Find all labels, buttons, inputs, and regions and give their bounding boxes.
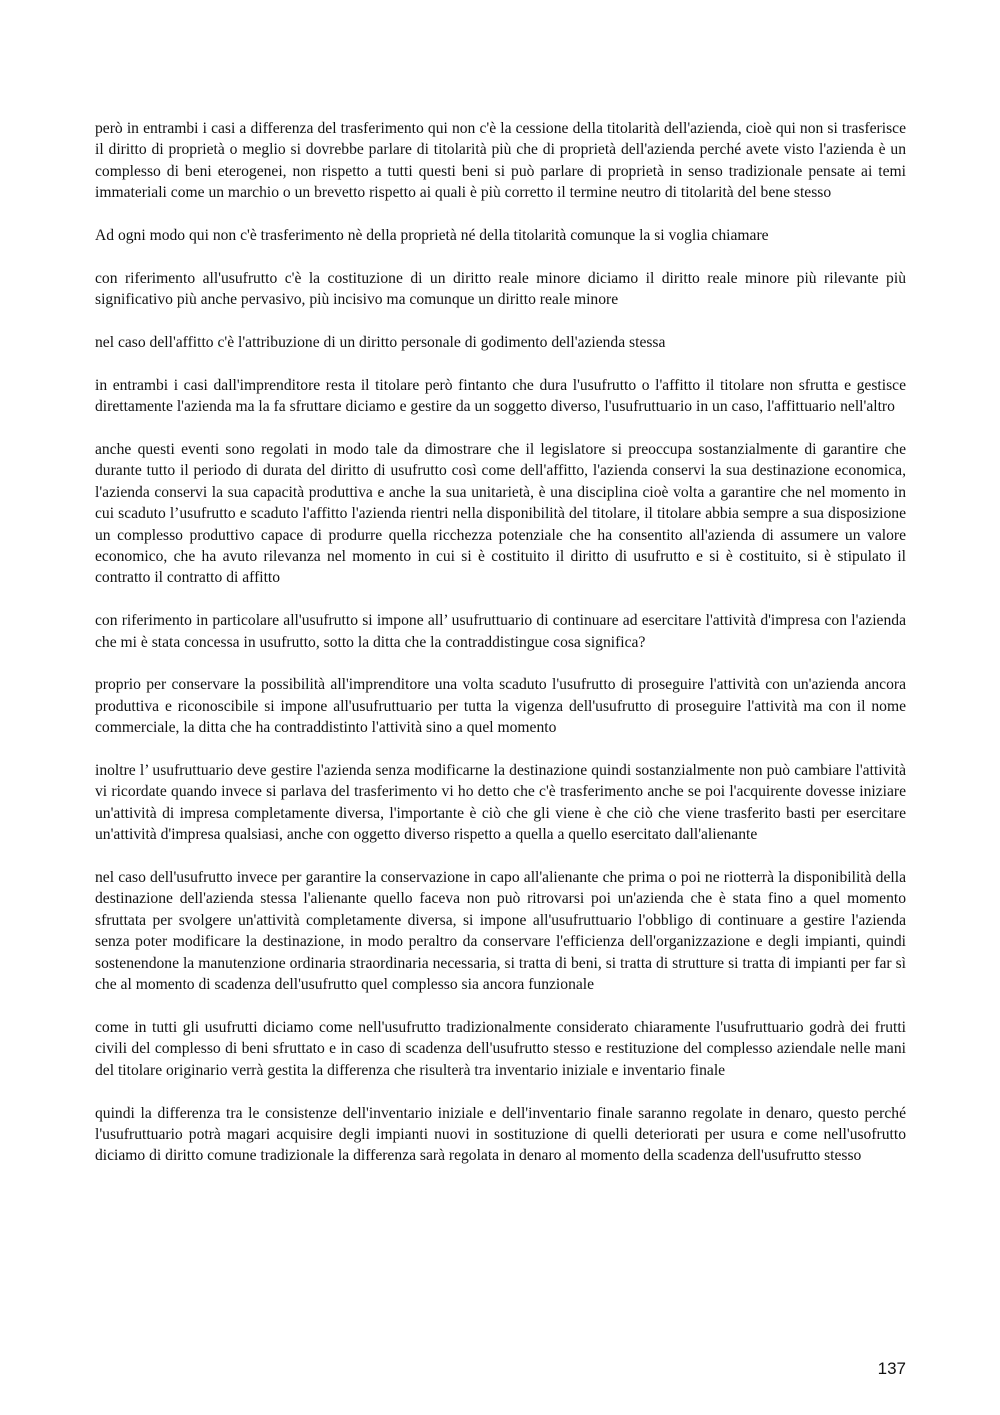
- paragraph: anche questi eventi sono regolati in modo tale da dimostrare che il legislatore si preoccupa sostanzialmente di garantire che durante tutto il periodo di durata del diritto di usufrutto così come dell'affitto, l'azienda conservi la sua destinazione economica, l'azienda conservi la sua capacità produttiva e anche la sua unitarietà, è una disciplina cioè volta a garantire che nel momento in cui scaduto l’usufrutto e scaduto l'affitto l'azienda rientri nella disponibilità del titolare, il titolare abbia sempre a sua disposizione un complesso produttivo capace di produrre quella ricchezza potenziale che ha consentito all'azienda di assumere un valore economico, che ha avuto rilevanza nel momento in cui si è costituito il diritto di usufrutto e si è costituito, si è stipulato il contratto il contratto di affitto: [95, 441, 906, 587]
- paragraph: quindi la differenza tra le consistenze dell'inventario iniziale e dell'inventario finale saranno regolate in denaro, questo perché l'usufruttuario potrà magari acquisire degli impianti nuovi in sostituzione di quelli deteriorati per usura e come nell'usofrutto diciamo di diritto comune tradizionale la differenza sarà regolata in denaro al momento della scadenza dell'usufrutto stesso: [95, 1104, 906, 1165]
- paragraph: nel caso dell'usufrutto invece per garantire la conservazione in capo all'alienante che prima o poi ne riotterrà la disponibilità della destinazione dell'azienda stessa l'alienante quello faceva non può ritrovarsi poi un'azienda che è stata fino a quel momento sfruttata per svolgere un'attività completamente diversa, si impone all'usufruttuario l'obbligo di continuare a gestire l'azienda senza poter modificare la destinazione, in modo peraltro da conservare l'efficienza dell'organizzazione e degli impianti, quindi sostenendone la manutenzione ordinaria straordinaria necessaria, si tratta di beni, si tratta di strutture si tratta di impianti per far sì che al momento di scadenza dell'usufrutto quel complesso sia ancora funzionale: [95, 869, 906, 994]
- paragraph: però in entrambi i casi a differenza del trasferimento qui non c'è la cessione della titolarità dell'azienda, cioè qui non si trasferisce il diritto di proprietà o meglio si dovrebbe parlare di titolarità più che di proprietà dell'azienda perché avete visto l'azienda è un complesso di beni eterogenei, non rispetto a tutti questi beni si può parlare di proprietà in senso tradizionale pensate ai temi immateriali come un marchio o un brevetto rispetto ai quali è più corretto il termine neutro di titolarità del bene stesso: [95, 120, 906, 202]
- paragraph: Ad ogni modo qui non c'è trasferimento nè della proprietà né della titolarità comunque la si voglia chiamare: [95, 227, 769, 245]
- paragraph: con riferimento all'usufrutto c'è la costituzione di un diritto reale minore diciamo il diritto reale minore più rilevante più significativo più anche pervasivo, più incisivo ma comunque un diritto reale minore: [95, 269, 906, 309]
- page-number: 137: [877, 1359, 906, 1378]
- paragraph: inoltre l’ usufruttuario deve gestire l'azienda senza modificarne la destinazione quindi sostanzialmente non può cambiare l'attività vi ricordate quando invece si parlava del trasferimento vi ho detto che c'è trasferimento anche se poi l'acquirente dovesse iniziare un'attività di impresa completamente diversa, l'importante è ciò che gli viene è che ciò che viene trasferito basti per esercitare un'attività d'impresa qualsiasi, anche con oggetto diverso rispetto a quella a quello esercitato dall'alienante: [95, 762, 906, 844]
- paragraph: con riferimento in particolare all'usufrutto si impone all’ usufruttuario di continuare ad esercitare l'attività d'impresa con l'azienda che mi è stata concessa in usufrutto, sotto la ditta che la contraddistingue cosa significa?: [95, 612, 906, 651]
- paragraph: come in tutti gli usufrutti diciamo come nell'usufrutto tradizionalmente considerato chiaramente l'usufruttuario godrà dei frutti civili del complesso di beni sfruttato e in caso di scadenza dell'usufrutto stesso e restituzione del complesso aziendale nelle mani del titolare originario verrà gestita la differenza che risulterà tra inventario iniziale e inventario finale: [95, 1018, 906, 1079]
- paragraph: nel caso dell'affitto c'è l'attribuzione di un diritto personale di godimento dell'azienda stessa: [95, 334, 666, 352]
- paragraph: proprio per conservare la possibilità all'imprenditore una volta scaduto l'usufrutto di proseguire l'attività con un'azienda ancora produttiva e riconoscibile si impone all'usufruttuario per tutta la vigenza dell'usufrutto di proseguire l'attività ma con il nome commerciale, la ditta che ha contraddistinto l'attività sino a quel momento: [95, 676, 906, 737]
- paragraph: in entrambi i casi dall'imprenditore resta il titolare però fintanto che dura l'usufrutto o l'affitto il titolare non sfrutta e gestisce direttamente l'azienda ma la fa sfruttare diciamo e gestire da un soggetto diverso, l'usufruttuario in un caso, l'affittuario nell'altro: [95, 376, 906, 416]
- body-text: [95, 118, 906, 1188]
